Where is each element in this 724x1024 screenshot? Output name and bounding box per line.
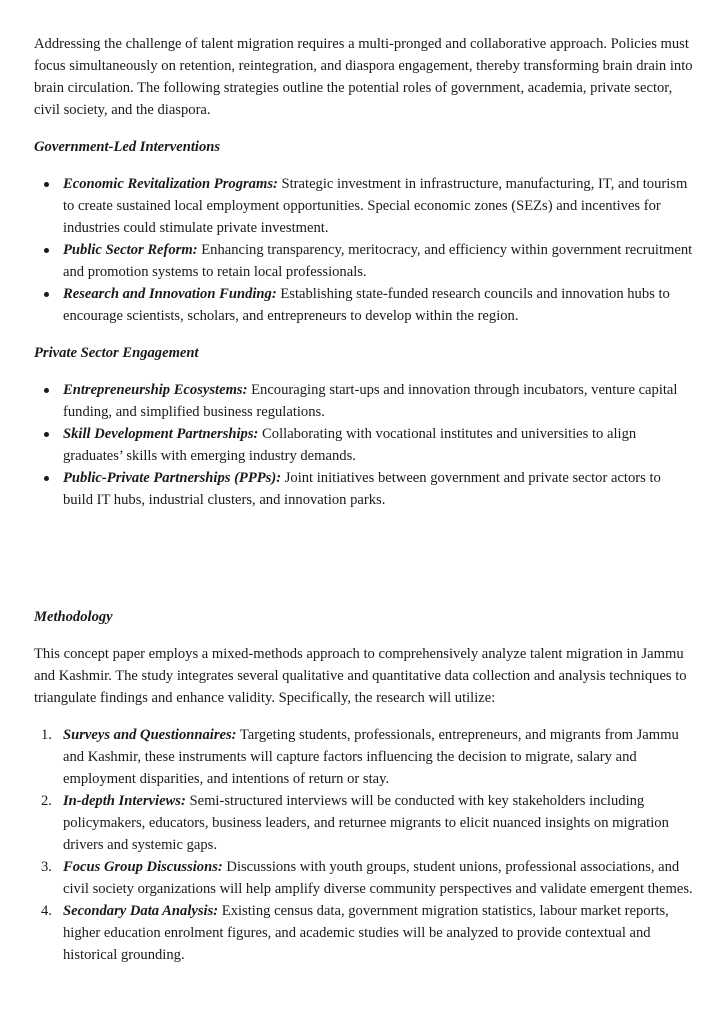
item-text: Strategic investment in infrastructure, manufacturing, IT, and tourism to create sustained local employment opportunities. Special economic zones (SEZs) and incentives for industries could stimulate private investment. — [63, 176, 688, 236]
bullet-icon — [44, 182, 49, 187]
item-term: Surveys and Questionnaires: — [63, 727, 237, 743]
list-item — [34, 239, 694, 283]
item-text: Encouraging start-ups and innovation through incubators, venture capital funding, and simplified business regulations. — [63, 382, 678, 420]
list-item — [34, 283, 694, 327]
government-list — [34, 173, 694, 327]
item-text: Enhancing transparency, meritocracy, and efficiency within government recruitment and promotion systems to retain local professionals. — [63, 242, 693, 280]
list-item — [34, 790, 694, 856]
methodology-heading: Methodology — [34, 609, 113, 625]
item-number: 4. — [41, 903, 52, 919]
list-item — [34, 900, 694, 966]
item-term: In-depth Interviews: — [63, 793, 186, 809]
item-term: Focus Group Discussions: — [63, 859, 223, 875]
private-heading: Private Sector Engagement — [34, 345, 199, 361]
bullet-icon — [44, 476, 49, 481]
item-term: Entrepreneurship Ecosystems: — [63, 382, 248, 398]
government-heading: Government-Led Interventions — [34, 139, 221, 155]
item-number: 1. — [41, 727, 52, 743]
item-text: Existing census data, government migration statistics, labour market reports, higher education enrolment figures, and academic studies will be analyzed to provide contextual and historical grounding. — [63, 903, 669, 963]
methodology-intro: This concept paper employs a mixed-methods approach to comprehensively analyze talent migration in Jammu and Kashmir. The study integrates several qualitative and quantitative data collection and analysis techniques to triangulate findings and enhance validity. Specifically, the research will utilize: — [34, 646, 687, 706]
list-item — [34, 467, 694, 511]
section-spacer — [34, 526, 694, 606]
bullet-icon — [44, 432, 49, 437]
item-text: Establishing state-funded research councils and innovation hubs to encourage scientists, scholars, and entrepreneurs to develop within the region. — [63, 286, 670, 324]
document-page — [34, 33, 694, 981]
item-text: Targeting students, professionals, entrepreneurs, and migrants from Jammu and Kashmir, these instruments will capture factors influencing the decision to migrate, salary and employment disparities, and intentions of return or stay. — [63, 727, 679, 787]
list-item — [34, 173, 694, 239]
item-term: Economic Revitalization Programs: — [63, 176, 278, 192]
item-term: Skill Development Partnerships: — [63, 426, 259, 442]
item-text: Joint initiatives between government and private sector actors to build IT hubs, industrial clusters, and innovation parks. — [63, 470, 661, 508]
intro-paragraph: Addressing the challenge of talent migration requires a multi-pronged and collaborative approach. Policies must focus simultaneously on retention, reintegration, and diaspora engagement, thereby transforming brain drain into brain circulation. The following strategies outline the potential roles of government, academia, private sector, civil society, and the diaspora. — [34, 36, 693, 118]
list-item — [34, 379, 694, 423]
government-section — [34, 136, 694, 327]
private-list — [34, 379, 694, 511]
bullet-icon — [44, 248, 49, 253]
bullet-icon — [44, 292, 49, 297]
item-term: Public-Private Partnerships (PPPs): — [63, 470, 282, 486]
list-item — [34, 856, 694, 900]
methodology-list — [34, 724, 694, 966]
private-section — [34, 342, 694, 511]
item-term: Public Sector Reform: — [63, 242, 198, 258]
item-term: Research and Innovation Funding: — [63, 286, 277, 302]
item-number: 3. — [41, 859, 52, 875]
list-item — [34, 724, 694, 790]
item-text: Discussions with youth groups, student unions, professional associations, and civil society organizations will help amplify diverse community perspectives and validate emergent themes. — [63, 859, 693, 897]
item-text: Collaborating with vocational institutes and universities to align graduates’ skills with emerging industry demands. — [63, 426, 637, 464]
item-text: Semi-structured interviews will be conducted with key stakeholders including policymakers, educators, business leaders, and returnee migrants to elicit nuanced insights on migration drivers and systemic gaps. — [63, 793, 669, 853]
item-term: Secondary Data Analysis: — [63, 903, 219, 919]
methodology-section — [34, 606, 694, 966]
list-item — [34, 423, 694, 467]
bullet-icon — [44, 388, 49, 393]
item-number: 2. — [41, 793, 52, 809]
